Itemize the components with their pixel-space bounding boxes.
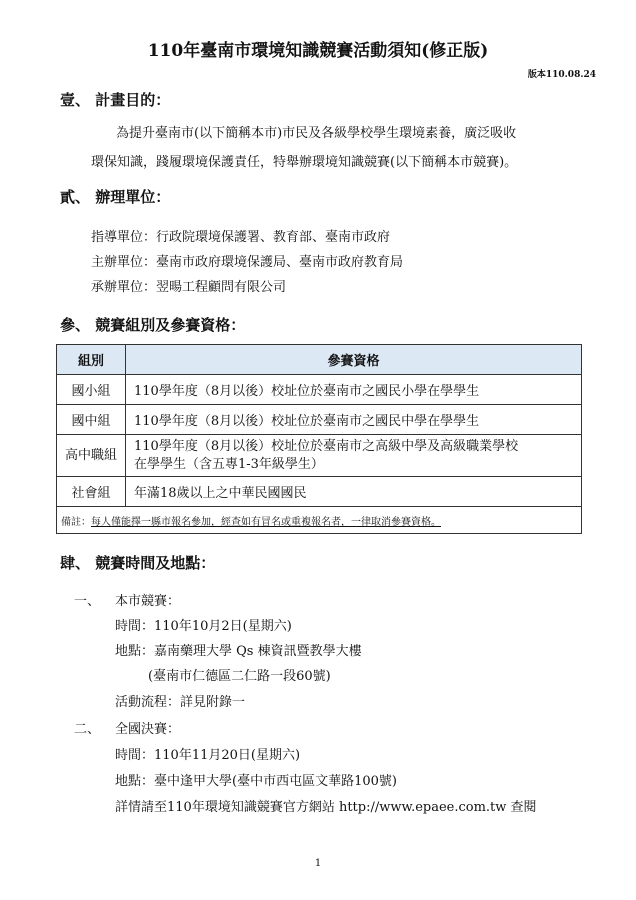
part-1-place: 地點：嘉南藥理大學 Qs 棟資訊暨教學大樓	[115, 644, 362, 659]
section-3-heading: 參、 競賽組別及參賽資格：	[60, 316, 246, 334]
section-2-heading: 貳、 辦理單位：	[60, 188, 171, 206]
part-1-number: 一、	[74, 594, 101, 609]
group-cell: 國中組	[57, 405, 126, 435]
part-2-time: 時間：110年11月20日(星期六)	[115, 748, 301, 763]
part-1-flow: 活動流程：詳見附錄一	[115, 695, 246, 710]
organizer-host: 主辦單位：臺南市政府環境保護局、臺南市政府教育局	[91, 255, 404, 270]
table-row	[57, 375, 582, 405]
qualification-cell: 110學年度（8月以後）校址位於臺南市之國民中學在學學生	[126, 405, 582, 435]
purpose-line-1: 為提升臺南市(以下簡稱本市)市民及各級學校學生環境素養，廣泛吸收	[116, 126, 517, 141]
qualification-line-2: 在學學生（含五專1-3年級學生）	[134, 456, 324, 472]
table-row	[57, 435, 582, 477]
part-1-time: 時間：110年10月2日(星期六)	[115, 619, 292, 634]
section-4-heading: 肆、 競賽時間及地點：	[60, 554, 216, 572]
table-note-row	[57, 507, 582, 534]
table-row	[57, 477, 582, 507]
version-label: 版本110.08.24	[527, 70, 596, 80]
page-number: 1	[314, 858, 322, 869]
organizer-guidance: 指導單位：行政院環境保護署、教育部、臺南市政府	[91, 230, 391, 245]
group-cell: 高中職組	[57, 435, 126, 477]
group-cell: 社會組	[57, 477, 126, 507]
qualification-cell: 年滿18歲以上之中華民國國民	[126, 477, 582, 507]
purpose-line-2: 環保知識，踐履環境保護責任，特舉辦環境知識競賽(以下簡稱本市競賽)。	[91, 155, 518, 170]
organizer-contractor: 承辦單位：翌暘工程顧問有限公司	[91, 280, 287, 295]
note-label: 備註：	[61, 516, 91, 528]
table-row	[57, 405, 582, 435]
note-text: 每人僅能擇一縣市報名參加，經查如有冒名或重複報名者，一律取消參賽資格。	[91, 516, 441, 528]
document-title: 110年臺南市環境知識競賽活動須知(修正版)	[147, 41, 489, 61]
part-2-more-info: 詳情請至110年環境知識競賽官方網站 http://www.epaee.com.tw 查閱	[115, 800, 537, 815]
part-2-title: 全國決賽：	[115, 722, 181, 737]
qualification-cell	[126, 435, 582, 477]
qualification-line-1: 110學年度（8月以後）校址位於臺南市之高級中學及高級職業學校	[134, 438, 519, 454]
table-note	[57, 507, 582, 534]
eligibility-table	[56, 344, 582, 534]
part-1-title: 本市競賽：	[115, 594, 181, 609]
part-2-place: 地點：臺中逢甲大學(臺中市西屯區文華路100號)	[115, 774, 397, 789]
group-cell: 國小組	[57, 375, 126, 405]
header-qualification: 參賽資格	[126, 345, 582, 375]
table-header-row	[57, 345, 582, 375]
part-1-address: (臺南市仁德區二仁路一段60號)	[148, 669, 331, 684]
qualification-cell: 110學年度（8月以後）校址位於臺南市之國民小學在學學生	[126, 375, 582, 405]
section-1-heading: 壹、 計畫目的：	[60, 91, 171, 109]
part-2-number: 二、	[74, 722, 101, 737]
header-group: 組別	[57, 345, 126, 375]
